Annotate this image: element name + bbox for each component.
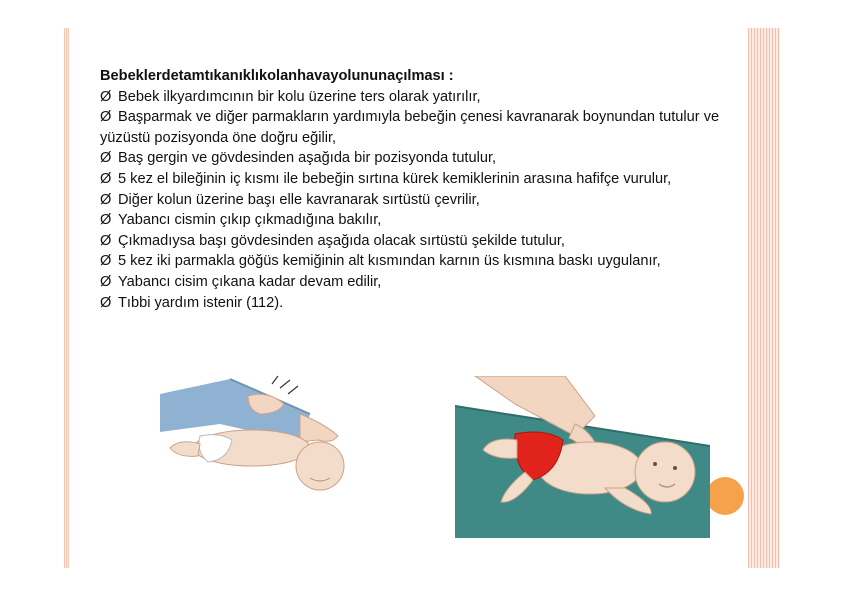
infant-chest-thrusts-illustration [455, 376, 710, 538]
arrow-bullet-icon: Ø [100, 150, 112, 167]
left-decorative-stripe [64, 28, 69, 568]
right-decorative-stripes [748, 28, 780, 568]
bullet-item: Ø Tıbbi yardım istenir (112). [100, 293, 745, 314]
arrow-bullet-icon: Ø [100, 88, 112, 105]
bullet-item: Ø Çıkmadıysa başı gövdesinden aşağıda olacak sırtüstü şekilde tutulur, [100, 231, 745, 252]
bullet-item: Ø Yabancı cisim çıkana kadar devam edilir, [100, 272, 745, 293]
bullet-item: Ø Baş gergin ve gövdesinden aşağıda bir pozisyonda tutulur, [100, 148, 745, 169]
arrow-bullet-icon: Ø [100, 294, 112, 311]
arrow-bullet-icon: Ø [100, 232, 112, 249]
arrow-bullet-icon: Ø [100, 212, 112, 229]
arrow-bullet-icon: Ø [100, 273, 112, 290]
arrow-bullet-icon: Ø [100, 170, 112, 187]
slide-body [100, 66, 745, 313]
bullet-item: Ø Bebek ilkyardımcının bir kolu üzerine ters olarak yatırılır, [100, 87, 745, 108]
infant-back-blows-illustration [160, 374, 370, 502]
bullet-item: Ø Başparmak ve diğer parmakların yardımıyla bebeğin çenesi kavranarak boynundan tutulur ve yüzüstü pozisyonda öne doğru eğilir, [100, 109, 720, 146]
bullet-item: Ø Diğer kolun üzerine başı elle kavranarak sırtüstü çevrilir, [100, 190, 745, 211]
arrow-bullet-icon: Ø [100, 191, 112, 208]
accent-dot [706, 477, 744, 515]
bullet-item: Ø 5 kez iki parmakla göğüs kemiğinin alt kısmından karnın üs kısmına baskı uygulanır, [100, 251, 745, 272]
bullet-item: Ø 5 kez el bileğinin iç kısmı ile bebeğin sırtına kürek kemiklerinin arasına hafifçe vurulur, [100, 169, 745, 190]
bullet-item: Ø Yabancı cismin çıkıp çıkmadığına bakılır, [100, 210, 745, 231]
slide-heading: Bebeklerdetamtıkanıklıkolanhavayolununaçılması : [100, 68, 454, 84]
arrow-bullet-icon: Ø [100, 109, 112, 126]
arrow-bullet-icon: Ø [100, 253, 112, 270]
